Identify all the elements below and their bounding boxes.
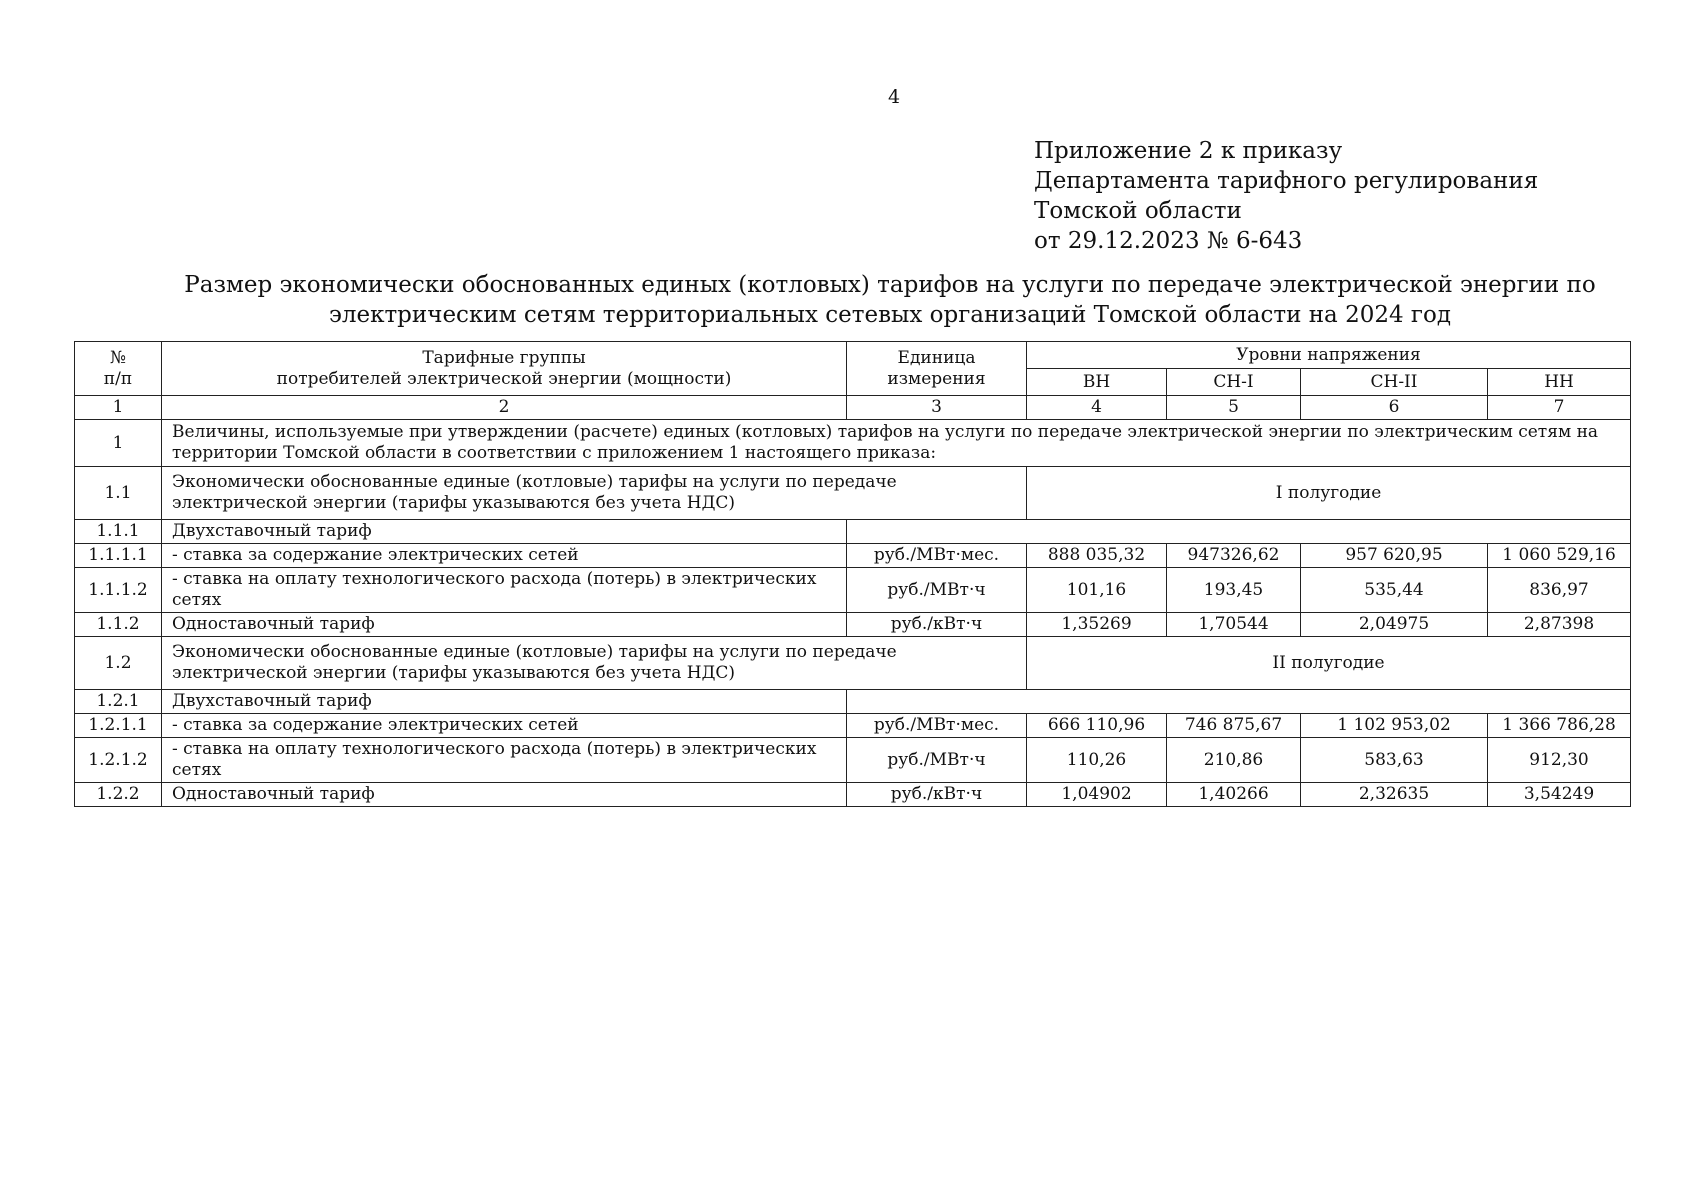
row-unit: руб./МВт·ч bbox=[847, 568, 1027, 613]
section-1-row bbox=[75, 420, 1631, 467]
value-nn: 1 060 529,16 bbox=[1488, 544, 1631, 568]
row-label: - ставка на оплату технологического расхода (потерь) в электрических сетях bbox=[162, 738, 847, 783]
appendix-line-1: Приложение 2 к приказу bbox=[1034, 138, 1343, 164]
value-sn1: 1,40266 bbox=[1167, 783, 1301, 807]
value-vn: 110,26 bbox=[1027, 738, 1167, 783]
col-number: 7 bbox=[1488, 396, 1631, 420]
empty-cell bbox=[847, 690, 1631, 714]
header-num bbox=[75, 342, 162, 396]
col-number: 6 bbox=[1301, 396, 1488, 420]
row-num: 1.2.1.2 bbox=[75, 738, 162, 783]
value-nn: 1 366 786,28 bbox=[1488, 714, 1631, 738]
row-unit: руб./МВт·ч bbox=[847, 738, 1027, 783]
header-sn2: СН-II bbox=[1301, 369, 1488, 396]
header-unit-line-1: Единица bbox=[897, 347, 976, 368]
document-title bbox=[74, 270, 1698, 330]
row-num: 1.2.1.1 bbox=[75, 714, 162, 738]
row-num: 1 bbox=[75, 420, 162, 467]
row-num: 1.1.1 bbox=[75, 520, 162, 544]
row-unit: руб./кВт·ч bbox=[847, 613, 1027, 637]
header-groups-line-2: потребителей электрической энергии (мощности) bbox=[276, 368, 732, 389]
header-row-1 bbox=[75, 342, 1631, 369]
row-num: 1.2 bbox=[75, 637, 162, 690]
value-nn: 836,97 bbox=[1488, 568, 1631, 613]
two-rate-row bbox=[75, 690, 1631, 714]
header-num-line-2: п/п bbox=[103, 368, 133, 389]
row-label: Двухставочный тариф bbox=[162, 520, 847, 544]
row-num: 1.1.1.1 bbox=[75, 544, 162, 568]
tariff-table bbox=[74, 341, 1631, 807]
block-heading-text: Экономически обоснованные единые (котловые) тарифы на услуги по передаче электрической энергии (тарифы указываются без учета НДС) bbox=[162, 637, 1027, 690]
value-sn2: 583,63 bbox=[1301, 738, 1488, 783]
appendix-line-2: Департамента тарифного регулирования bbox=[1034, 168, 1539, 194]
block-heading-row bbox=[75, 637, 1631, 690]
value-vn: 1,35269 bbox=[1027, 613, 1167, 637]
header-vn: ВН bbox=[1027, 369, 1167, 396]
appendix-line-3: Томской области bbox=[1034, 198, 1242, 224]
row-num: 1.1.1.2 bbox=[75, 568, 162, 613]
table-row bbox=[75, 783, 1631, 807]
value-nn: 3,54249 bbox=[1488, 783, 1631, 807]
value-sn1: 746 875,67 bbox=[1167, 714, 1301, 738]
value-vn: 101,16 bbox=[1027, 568, 1167, 613]
col-number: 1 bbox=[75, 396, 162, 420]
block-heading-text: Экономически обоснованные единые (котловые) тарифы на услуги по передаче электрической энергии (тарифы указываются без учета НДС) bbox=[162, 467, 1027, 520]
header-nn: НН bbox=[1488, 369, 1631, 396]
empty-cell bbox=[847, 520, 1631, 544]
header-groups bbox=[162, 342, 847, 396]
value-sn1: 1,70544 bbox=[1167, 613, 1301, 637]
value-sn2: 2,04975 bbox=[1301, 613, 1488, 637]
value-nn: 912,30 bbox=[1488, 738, 1631, 783]
col-number: 4 bbox=[1027, 396, 1167, 420]
col-number: 5 bbox=[1167, 396, 1301, 420]
column-number-row bbox=[75, 396, 1631, 420]
value-sn2: 2,32635 bbox=[1301, 783, 1488, 807]
row-unit: руб./кВт·ч bbox=[847, 783, 1027, 807]
value-vn: 888 035,32 bbox=[1027, 544, 1167, 568]
block-heading-row bbox=[75, 467, 1631, 520]
value-sn1: 210,86 bbox=[1167, 738, 1301, 783]
table-row bbox=[75, 544, 1631, 568]
row-label: Одноставочный тариф bbox=[162, 783, 847, 807]
table-row bbox=[75, 613, 1631, 637]
value-sn2: 535,44 bbox=[1301, 568, 1488, 613]
table-row bbox=[75, 568, 1631, 613]
section-1-text: Величины, используемые при утверждении (расчете) единых (котловых) тарифов на услуги по передаче электрической энергии по электрическим сетям на территории Томской области в соответствии с приложением 1 настоящего приказа: bbox=[162, 420, 1631, 467]
header-sn1: СН-I bbox=[1167, 369, 1301, 396]
header-unit bbox=[847, 342, 1027, 396]
value-vn: 1,04902 bbox=[1027, 783, 1167, 807]
value-vn: 666 110,96 bbox=[1027, 714, 1167, 738]
value-nn: 2,87398 bbox=[1488, 613, 1631, 637]
row-label: - ставка за содержание электрических сетей bbox=[162, 544, 847, 568]
value-sn2: 1 102 953,02 bbox=[1301, 714, 1488, 738]
row-unit: руб./МВт·мес. bbox=[847, 544, 1027, 568]
page-number: 4 bbox=[887, 86, 901, 108]
row-label: Двухставочный тариф bbox=[162, 690, 847, 714]
row-label: Одноставочный тариф bbox=[162, 613, 847, 637]
row-num: 1.1 bbox=[75, 467, 162, 520]
value-sn2: 957 620,95 bbox=[1301, 544, 1488, 568]
title-line-2: электрическим сетям территориальных сетевых организаций Томской области на 2024 год bbox=[328, 302, 1451, 328]
title-line-1: Размер экономически обоснованных единых (котловых) тарифов на услуги по передаче электрической энергии по bbox=[184, 272, 1596, 298]
header-groups-line-1: Тарифные группы bbox=[422, 347, 586, 368]
table-row bbox=[75, 738, 1631, 783]
value-sn1: 193,45 bbox=[1167, 568, 1301, 613]
appendix-note bbox=[1034, 136, 1538, 256]
row-num: 1.1.2 bbox=[75, 613, 162, 637]
two-rate-row bbox=[75, 520, 1631, 544]
col-number: 3 bbox=[847, 396, 1027, 420]
period-label: II полугодие bbox=[1027, 637, 1631, 690]
row-num: 1.2.2 bbox=[75, 783, 162, 807]
period-label: I полугодие bbox=[1027, 467, 1631, 520]
value-sn1: 947326,62 bbox=[1167, 544, 1301, 568]
appendix-line-4: от 29.12.2023 № 6-643 bbox=[1034, 228, 1303, 254]
row-num: 1.2.1 bbox=[75, 690, 162, 714]
row-unit: руб./МВт·мес. bbox=[847, 714, 1027, 738]
col-number: 2 bbox=[162, 396, 847, 420]
row-label: - ставка на оплату технологического расхода (потерь) в электрических сетях bbox=[162, 568, 847, 613]
header-num-line-1: № bbox=[109, 347, 127, 368]
row-label: - ставка за содержание электрических сетей bbox=[162, 714, 847, 738]
header-voltage-levels: Уровни напряжения bbox=[1027, 342, 1631, 369]
header-unit-line-2: измерения bbox=[887, 368, 986, 389]
table-row bbox=[75, 714, 1631, 738]
